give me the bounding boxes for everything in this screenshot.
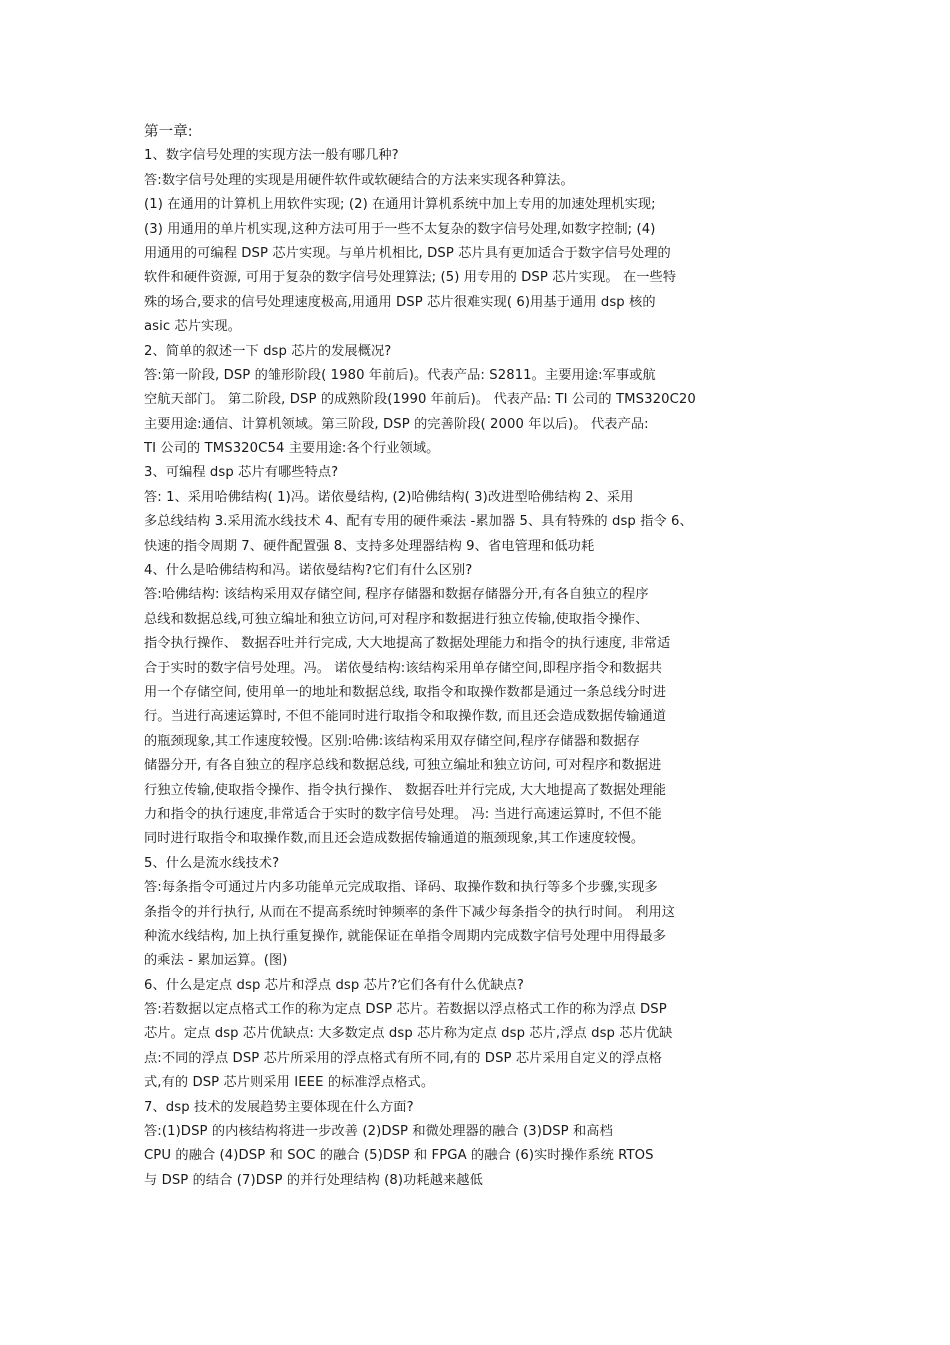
chapter-title: 第一章: (144, 124, 193, 140)
text-line: 快速的指令周期 7、硬件配置强 8、支持多处理器结构 9、省电管理和低功耗 (144, 538, 595, 554)
text-line: 储器分开, 有各自独立的程序总线和数据总线, 可独立编址和独立访问, 可对程序和数据进 (144, 758, 662, 774)
text-line: (3) 用通用的单片机实现,这种方法可用于一些不太复杂的数字信号处理,如数字控制; (4) (144, 221, 656, 237)
text-line: 答:第一阶段, DSP 的雏形阶段( 1980 年前后)。代表产品: S2811。主要用途:军事或航 (144, 367, 656, 383)
text-line: 软件和硬件资源, 可用于复杂的数字信号处理算法; (5) 用专用的 DSP 芯片实现。 在一些特 (144, 270, 677, 286)
text-line: 的乘法 - 累加运算。(图) (144, 953, 288, 969)
text-line: 3、可编程 dsp 芯片有哪些特点? (144, 465, 339, 481)
text-line: 总线和数据总线,可独立编址和独立访问,可对程序和数据进行独立传输,使取指令操作、 (144, 611, 649, 627)
text-line: 2、简单的叙述一下 dsp 芯片的发展概况? (144, 343, 392, 359)
text-line: 1、数字信号处理的实现方法一般有哪几种? (144, 148, 399, 164)
text-line: 多总线结构 3.采用流水线技术 4、配有专用的硬件乘法 -累加器 5、具有特殊的 dsp 指令 6、 (144, 514, 693, 530)
text-line: 7、dsp 技术的发展趋势主要体现在什么方面? (144, 1099, 414, 1115)
text-line: 式,有的 DSP 芯片则采用 IEEE 的标准浮点格式。 (144, 1075, 435, 1091)
text-line: asic 芯片实现。 (144, 319, 241, 335)
document-body (144, 120, 808, 1193)
text-line: CPU 的融合 (4)DSP 和 SOC 的融合 (5)DSP 和 FPGA 的融合 (6)实时操作系统 RTOS (144, 1148, 654, 1164)
text-line: 5、什么是流水线技术? (144, 855, 280, 871)
text-line: 指令执行操作、 数据吞吐并行完成, 大大地提高了数据处理能力和指令的执行速度, 非常适 (144, 636, 671, 652)
text-line: 的瓶颈现象,其工作速度较慢。区别:哈佛:该结构采用双存储空间,程序存储器和数据存 (144, 733, 641, 749)
text-line: 答:数字信号处理的实现是用硬件软件或软硬结合的方法来实现各种算法。 (144, 172, 574, 188)
text-line: 同时进行取指令和取操作数,而且还会造成数据传输通道的瓶颈现象,其工作速度较慢。 (144, 831, 645, 847)
text-line: 答:若数据以定点格式工作的称为定点 DSP 芯片。若数据以浮点格式工作的称为浮点 DSP (144, 1002, 667, 1018)
text-line: TI 公司的 TMS320C54 主要用途:各个行业领域。 (144, 441, 440, 457)
text-line: 行。当进行高速运算时, 不但不能同时进行取指令和取操作数, 而且还会造成数据传输通道 (144, 709, 667, 725)
text-line: 与 DSP 的结合 (7)DSP 的并行处理结构 (8)功耗越来越低 (144, 1172, 483, 1188)
text-line: 点:不同的浮点 DSP 芯片所采用的浮点格式有所不同,有的 DSP 芯片采用自定义的浮点格 (144, 1050, 663, 1066)
text-line: 行独立传输,使取指令操作、指令执行操作、 数据吞吐并行完成, 大大地提高了数据处理能 (144, 782, 667, 798)
text-line: 6、什么是定点 dsp 芯片和浮点 dsp 芯片?它们各有什么优缺点? (144, 977, 525, 993)
text-line: 用一个存储空间, 使用单一的地址和数据总线, 取指令和取操作数都是通过一条总线分时进 (144, 684, 667, 700)
text-line: 主要用途:通信、计算机领域。第三阶段, DSP 的完善阶段( 2000 年以后)。 代表产品: (144, 416, 649, 432)
text-line: 合于实时的数字信号处理。冯。 诺依曼结构:该结构采用单存储空间,即程序指令和数据共 (144, 660, 663, 676)
text-line: 殊的场合,要求的信号处理速度极高,用通用 DSP 芯片很难实现( 6)用基于通用 dsp 核的 (144, 294, 656, 310)
text-line: (1) 在通用的计算机上用软件实现; (2) 在通用计算机系统中加上专用的加速处理机实现; (144, 197, 656, 213)
text-line: 答:(1)DSP 的内核结构将进一步改善 (2)DSP 和微处理器的融合 (3)DSP 和高档 (144, 1124, 613, 1140)
text-line: 答:哈佛结构: 该结构采用双存储空间, 程序存储器和数据存储器分开,有各自独立的程序 (144, 587, 649, 603)
text-line: 条指令的并行执行, 从而在不提高系统时钟频率的条件下减少每条指令的执行时间。 利用这 (144, 904, 676, 920)
text-line: 4、什么是哈佛结构和冯。诺依曼结构?它们有什么区别? (144, 563, 473, 579)
text-line: 答:每条指令可通过片内多功能单元完成取指、译码、取操作数和执行等多个步骤,实现多 (144, 880, 658, 896)
text-line: 种流水线结构, 加上执行重复操作, 就能保证在单指令周期内完成数字信号处理中用得最多 (144, 928, 667, 944)
text-line: 答: 1、采用哈佛结构( 1)冯。诺依曼结构, (2)哈佛结构( 3)改进型哈佛结构 2、采用 (144, 489, 634, 505)
text-line: 芯片。定点 dsp 芯片优缺点: 大多数定点 dsp 芯片称为定点 dsp 芯片,浮点 dsp 芯片优缺 (144, 1026, 673, 1042)
text-line: 空航天部门。 第二阶段, DSP 的成熟阶段(1990 年前后)。 代表产品: TI 公司的 TMS320C20 (144, 392, 696, 408)
text-line: 用通用的可编程 DSP 芯片实现。与单片机相比, DSP 芯片具有更加适合于数字信号处理的 (144, 245, 671, 261)
text-line: 力和指令的执行速度,非常适合于实时的数字信号处理。 冯: 当进行高速运算时, 不但不能 (144, 806, 662, 822)
